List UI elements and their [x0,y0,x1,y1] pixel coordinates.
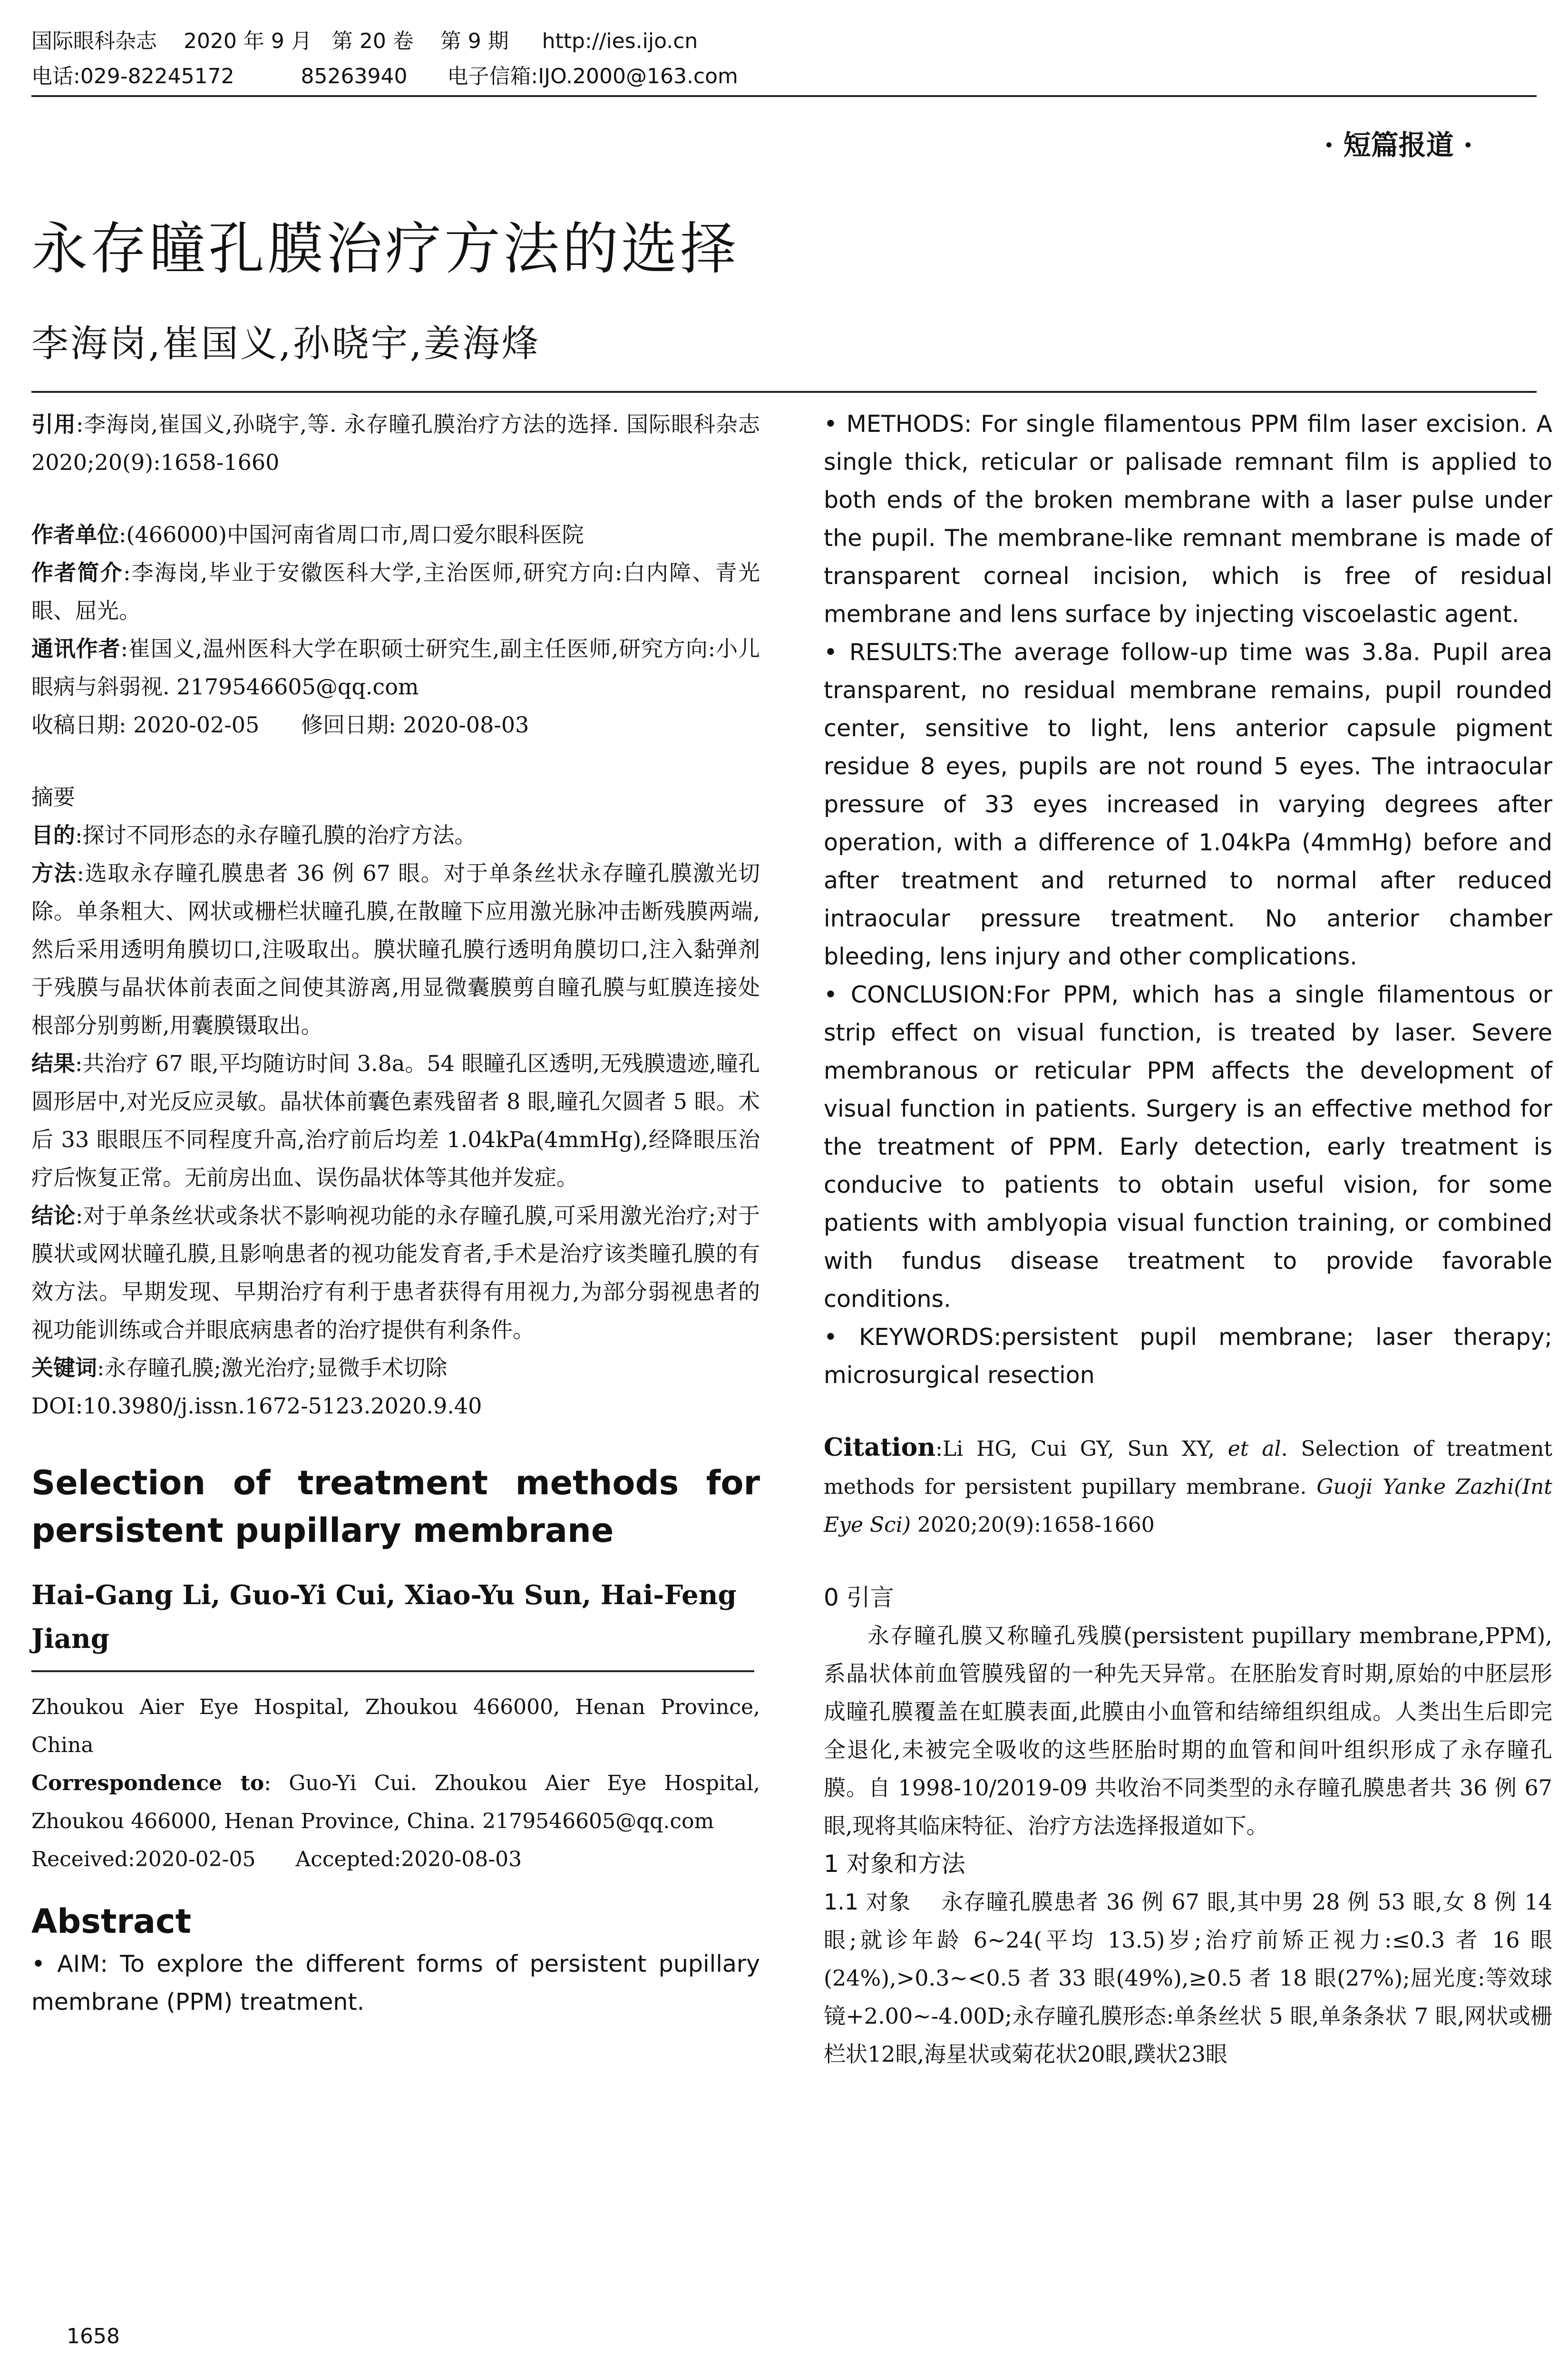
corresponding-author-text: :崔国义,温州医科大学在职硕士研究生,副主任医师,研究方向:小儿眼病与斜弱视. 2179546605@qq.com [31,636,760,700]
section-1-1-text: 永存瞳孔膜患者 36 例 67 眼,其中男 28 例 53 眼,女 8 例 14 眼;就诊年龄 6~24(平均 13.5)岁;治疗前矫正视力:≤0.3 者 16 眼(24%),>0.3~<0.5 者 33 眼(49%),≥0.5 者 18 眼(27%);屈光度:等效球镜+2.00~-4.00D;永存瞳孔膜形态:单条丝状 5 眼,单条条状 7 眼,网状或栅栏状12眼,海星状或菊花状20眼,蹼状23眼 [824,1889,1552,2067]
english-authors: Hai-Gang Li, Guo-Yi Cui, Xiao-Yu Sun, Hai-Feng Jiang [31,1579,737,1655]
section-tag: · 短篇报道 · [1324,129,1473,161]
abstract-en-methods: • METHODS: For single filamentous PPM film laser excision. A single thick, reticular or palisade remnant film is applied to both ends of the broken membrane with a laser pulse under the pupil. The membrane-like remnant membrane is made of transparent corneal incision, which is free of residual membrane and lens surface by injecting viscoelastic agent. [824,405,1552,633]
section-1-heading: 1 对象和方法 [824,1850,965,1878]
correspondence-text: : Guo-Yi Cui. Zhoukou Aier Eye Hospital, Zhoukou 466000, Henan Province, China. 2179546605@qq.com [31,1771,760,1833]
author-bio-label: 作者简介 [31,560,124,585]
citation-en-volume: 2020;20(9):1658-1660 [917,1513,1155,1537]
citation-en-label: Citation [824,1433,936,1462]
method-text: :选取永存瞳孔膜患者 36 例 67 眼。对于单条丝状永存瞳孔膜激光切除。单条粗大、网状或栅栏状瞳孔膜,在散瞳下应用激光脉冲击断残膜两端,然后采用透明角膜切口,注吸取出。膜状瞳孔膜行透明角膜切口,注入黏弹剂于残膜与晶状体前表面之间使其游离,用显微囊膜剪自瞳孔膜与虹膜连接处根部分别剪断,用囊膜镊取出。 [31,860,760,1038]
english-title: Selection of treatment methods for persistent pupillary membrane [31,1463,760,1550]
abstract-conclusion [31,1197,760,1349]
article-title: 永存瞳孔膜治疗方法的选择 [31,216,740,282]
section-0-text: 永存瞳孔膜又称瞳孔残膜(persistent pupillary membrane,PPM),系晶状体前血管膜残留的一种先天异常。在胚胎发育时期,原始的中胚层形成瞳孔膜覆盖在虹膜表面,此膜由小血管和结缔组织组成。人类出生后即完全退化,未被完全吸收的这些胚胎时期的血管和间叶组织形成了永存瞳孔膜。自 1998-10/2019-09 共收治不同类型的永存瞳孔膜患者共 36 例 67 眼,现将其临床特征、治疗方法选择报道如下。 [824,1623,1552,1839]
author-bio [31,554,760,630]
author-unit-label: 作者单位 [31,522,119,547]
aim-label: 目的 [31,822,75,848]
right-column [824,405,1552,2073]
keywords-text: :永存瞳孔膜;激光治疗;显微手术切除 [97,1355,448,1381]
abstract-en-keywords: • KEYWORDS:persistent pupil membrane; laser therapy; microsurgical resection [824,1318,1552,1394]
conclusion-text: :对于单条丝状或条状不影响视功能的永存瞳孔膜,可采用激光治疗;对于膜状或网状瞳孔膜,且影响患者的视功能发育者,手术是治疗该类瞳孔膜的有效方法。早期发现、早期治疗有利于患者获得有用视力,为部分弱视患者的视功能训练或合并眼底病患者的治疗提供有利条件。 [31,1203,760,1343]
abstract-en-results: • RESULTS:The average follow-up time was 3.8a. Pupil area transparent, no residual membrane remains, pupil rounded center, sensitive to light, lens anterior capsule pigment residue 8 eyes, pupils are not round 5 eyes. The intraocular pressure of 33 eyes increased in varying degrees after operation, with a difference of 1.04kPa (4mmHg) before and after treatment and returned to normal after reduced intraocular pressure treatment. No anterior chamber bleeding, lens injury and other complications. [824,633,1552,976]
author-unit-text: :(466000)中国河南省周口市,周口爱尔眼科医院 [119,522,584,547]
english-correspondence [31,1764,760,1841]
page-number: 1658 [67,2324,120,2348]
english-affiliation: Zhoukou Aier Eye Hospital, Zhoukou 466000, Henan Province, China [31,1695,760,1757]
abstract-method [31,854,760,1044]
received-dates: 收稿日期: 2020-02-05 修回日期: 2020-08-03 [31,712,529,738]
journal-header-line1: 国际眼科杂志 2020 年 9 月 第 20 卷 第 9 期 http://ies.ijo.cn [31,29,698,53]
abstract-en-conclusion: • CONCLUSION:For PPM, which has a single filamentous or strip effect on visual function, is treated by laser. Severe membranous or reticular PPM affects the development of visual function in patients. Surgery is an effective method for the treatment of PPM. Early detection, early treatment is conducive to patients to obtain useful vision, for some patients with amblyopia visual function training, or combined with fundus disease treatment to provide favorable conditions. [824,976,1552,1318]
abstract-aim [31,816,760,854]
citation-en-title: . Selection of treatment methods for persistent pupillary membrane. [824,1437,1552,1499]
citation-en-authors: :Li HG, Cui GY, Sun XY, [935,1437,1215,1461]
english-dates: Received:2020-02-05 Accepted:2020-08-03 [31,1847,522,1871]
author-bio-text: :李海岗,毕业于安徽医科大学,主治医师,研究方向:白内障、青光眼、屈光。 [31,560,760,623]
abstract-cn-heading: 摘要 [31,784,75,810]
corresponding-author [31,630,760,706]
article-authors: 李海岗,崔国义,孙晓宇,姜海烽 [31,322,541,365]
english-authors-divider [31,1670,754,1672]
keywords-cn [31,1349,760,1387]
author-unit [31,516,760,554]
result-text: :共治疗 67 眼,平均随访时间 3.8a。54 眼瞳孔区透明,无残膜遗迹,瞳孔圆形居中,对光反应灵敏。晶状体前囊色素残留者 8 眼,瞳孔欠圆者 5 眼。术后 33 眼眼压不同程度升高,治疗前后均差 1.04kPa(4mmHg),经降眼压治疗后恢复正常。无前房出血、误伤晶状体等其他并发症。 [31,1051,760,1190]
doi: DOI:10.3980/j.issn.1672-5123.2020.9.40 [31,1393,482,1419]
method-label: 方法 [31,860,77,886]
abstract-en-heading: Abstract [31,1902,192,1941]
citation-en-etal: et al [1227,1437,1281,1461]
journal-header-line2: 电话:029-82245172 85263940 电子信箱:IJO.2000@163.com [31,64,738,88]
section-0-heading: 0 引言 [824,1584,894,1611]
left-column [31,405,760,2021]
correspondence-label: Correspondence to [31,1771,264,1795]
keywords-label: 关键词 [31,1355,97,1381]
conclusion-label: 结论 [31,1203,76,1228]
header-divider [31,95,1537,97]
abstract-result [31,1044,760,1197]
citation-text: :李海岗,崔国义,孙晓宇,等. 永存瞳孔膜治疗方法的选择. 国际眼科杂志 2020;20(9):1658-1660 [31,411,760,475]
section-1-1 [824,1883,1552,2073]
section-1-1-label: 1.1 对象 [824,1889,911,1915]
citation-en-journal: Guoji Yanke Zazhi(Int Eye Sci) [824,1475,1552,1537]
title-divider [31,391,1537,393]
abstract-en-aim: • AIM: To explore the different forms of persistent pupillary membrane (PPM) treatment. [31,1945,760,2021]
citation-label: 引用 [31,411,76,437]
citation-en [824,1429,1552,1544]
corresponding-author-label: 通讯作者 [31,636,121,662]
aim-text: :探讨不同形态的永存瞳孔膜的治疗方法。 [75,822,477,848]
citation-cn [31,405,760,481]
result-label: 结果 [31,1051,76,1076]
